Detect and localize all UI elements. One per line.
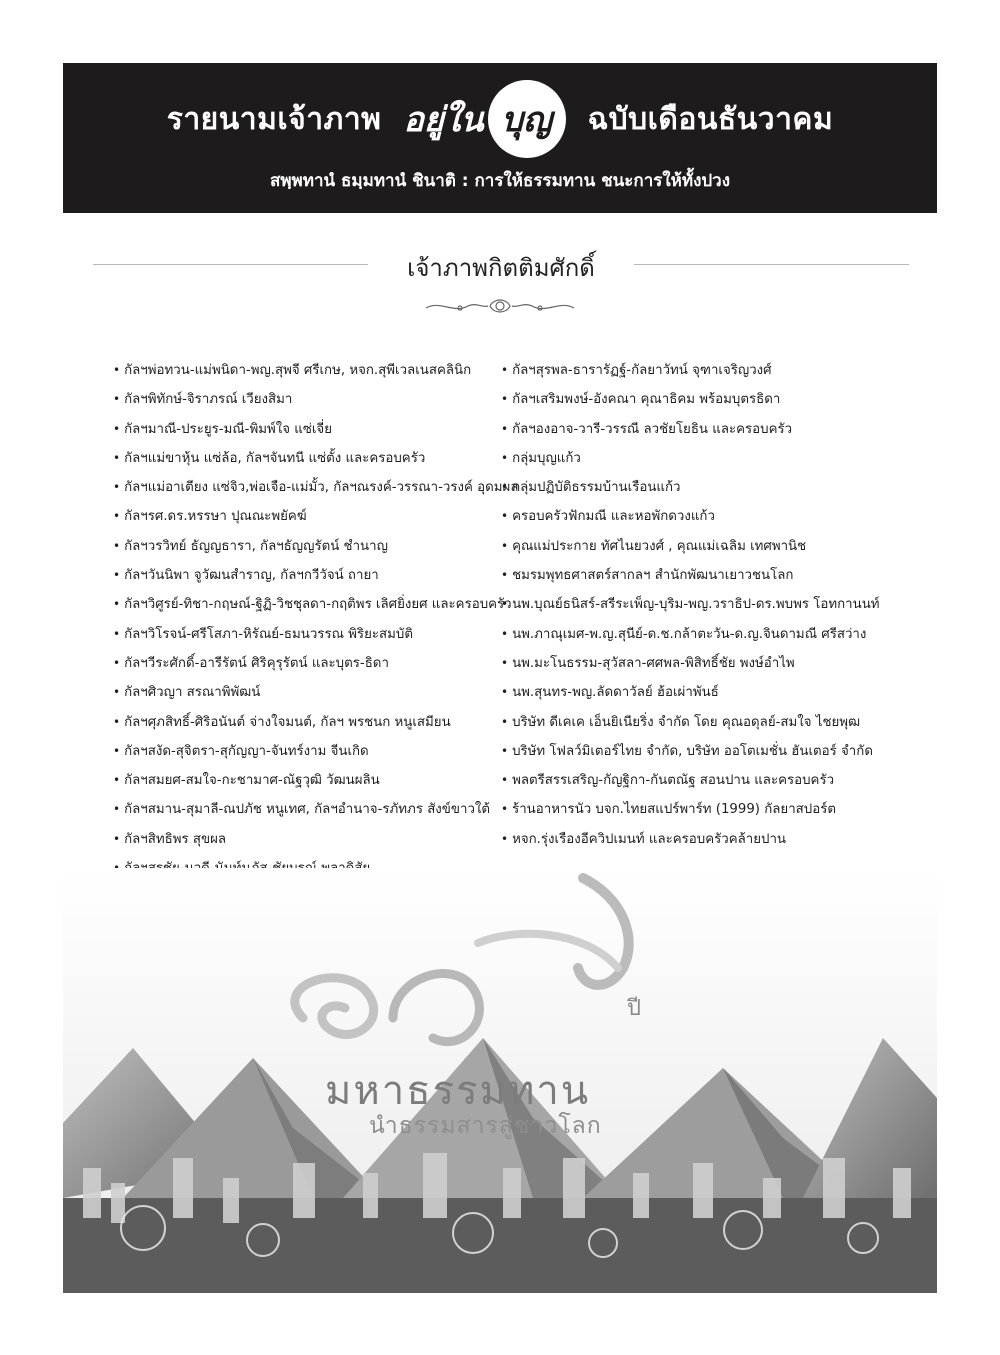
donor-item: • กัลฯศุภสิทธิ์-ศิริอนันต์ จ่างใจมนต์, กัลฯ พรชนก หนูเสมียน <box>113 708 503 737</box>
donor-item: • ร้านอาหารนัว บจก.ไทยสแปร์พาร์ท (1999) กัลยาสปอร์ต <box>501 795 891 824</box>
donor-item: • กัลฯพ่อทวน-แม่พนิดา-พญ.สุพจี ศรีเกษ, หจก.สุพีเวลเนสคลินิก <box>113 356 503 385</box>
donor-item: • กัลฯแม่ขาหุ้น แซ่ล้อ, กัลฯจันทนี แซ่ตั้ง และครอบครัว <box>113 444 503 473</box>
logo-text: อยู่ใน <box>403 100 484 140</box>
section-heading: เจ้าภาพกิตติมศักดิ์ <box>407 254 595 282</box>
brand-year-mark: ปี <box>627 996 641 1021</box>
donor-list-right <box>501 356 891 854</box>
donor-item: • กัลฯสุรพล-ธารารัฏฐ์-กัลยาวัทน์ จุฑาเจริญวงศ์ <box>501 356 891 385</box>
ornament-icon <box>420 296 580 318</box>
donor-item: • กัลฯวิโรจน์-ศรีโสภา-หิรัณย์-ธมนวรรณ พิริยะสมบัติ <box>113 620 503 649</box>
donor-item: • กัลฯรศ.ดร.หรรษา ปุณณะพยัคฆ์ <box>113 502 503 531</box>
donor-item: • กัลฯวรวิทย์ ธัญญธารา, กัลฯธัญญรัตน์ ชำนาญ <box>113 532 503 561</box>
subtitle: สพฺพทานํ ธมฺมทานํ ชินาติ : การให้ธรรมทาน ชนะการให้ทั้งปวง <box>269 171 731 191</box>
donor-item: • กัลฯสงัด-สุจิตรา-สุกัญญา-จันทร์งาม จีนเกิด <box>113 737 503 766</box>
donor-item: • นพ.มะโนธรรม-สุวัสลา-ศศพล-พิสิทธิ์ชัย พงษ์อำไพ <box>501 649 891 678</box>
section-heading-block <box>93 248 909 282</box>
donor-item: • กัลฯพิทักษ์-จิราภรณ์ เวียงสิมา <box>113 385 503 414</box>
donor-item: • กัลฯวันนิพา จูวัฒนสำราญ, กัลฯกวีวัจน์ ถายา <box>113 561 503 590</box>
donor-item: • บริษัท ดีเคเค เอ็นยิเนียริ่ง จำกัด โดย คุณอดุลย์-สมใจ ไชยพุฒ <box>501 708 891 737</box>
donor-item: • กลุ่มปฏิบัติธรรมบ้านเรือนแก้ว <box>501 473 891 502</box>
donor-item: • กัลฯวิศูรย์-ทิชา-กฤษณ์-ฐิฏิ-วิชชุลดา-กฤติพร เลิศยิ่งยศ และครอบครัว <box>113 590 503 619</box>
donor-list-left <box>113 356 519 883</box>
donor-item: • คุณแม่ประกาย ทัศไนยวงศ์ , คุณแม่เฉลิม เทศพานิช <box>501 532 891 561</box>
donor-item: • กัลฯมาณี-ประยูร-มณี-พิมพ์ใจ แซ่เจี่ย <box>113 415 503 444</box>
donor-item: • หจก.รุ่งเรืองอีควิปเมนท์ และครอบครัวคล้ายปาน <box>501 825 891 854</box>
donor-item: • บริษัท โฟลว์มิเตอร์ไทย จำกัด, บริษัท ออโตเมชั่น ฮันเตอร์ จำกัด <box>501 737 891 766</box>
donor-item: • กัลฯสิทธิพร สุขผล <box>113 825 503 854</box>
donor-item: • ชมรมพุทธศาสตร์สากลฯ สำนักพัฒนาเยาวชนโลก <box>501 561 891 590</box>
donor-item: • กัลฯเสริมพงษ์-อังคณา คุณาธิคม พร้อมบุตรธิดา <box>501 385 891 414</box>
donor-item: • นพ.บุณย์ธนิสร์-สรีระเพ็ญ-บุริม-พญ.วราธิป-ดร.พบพร โอทกานนท์ <box>501 590 891 619</box>
title-right: ฉบับเดือนธันวาคม <box>587 101 834 137</box>
donor-item: • นพ.สุนทร-พญ.ลัดดาวัลย์ ฮ้อเผ่าพันธ์ <box>501 678 891 707</box>
donor-item: • พลตรีสรรเสริญ-กัญฐิกา-กันตณัฐ สอนปาน และครอบครัว <box>501 766 891 795</box>
title-left: รายนามเจ้าภาพ <box>166 101 382 137</box>
brand-tagline: นำธรรมสารสู่ชาวโลก <box>369 1113 602 1139</box>
donor-item: • กัลฯแม่อาเตียง แซ่จิว,พ่อเจือ-แม่มั้ว, กัลฯณรงค์-วรรณา-วรงค์ อุดมผล <box>113 473 503 502</box>
magazine-logo <box>403 80 565 158</box>
bottom-artwork <box>63 868 937 1293</box>
title-row <box>63 79 937 159</box>
donor-item: • กัลฯวีระศักดิ์-อารีรัตน์ ศิริคุรุรัตน์ และบุตร-ธิดา <box>113 649 503 678</box>
donor-item: • กัลฯองอาจ-วารี-วรรณี ลวชัยโยธิน และครอบครัว <box>501 415 891 444</box>
donor-item: • กลุ่มบุญแก้ว <box>501 444 891 473</box>
header-banner <box>63 63 937 213</box>
brand-name: มหาธรรมทาน <box>325 1068 591 1114</box>
donor-item: • กัลฯสมาน-สุมาลี-ณปภัช หนูเทศ, กัลฯอำนาจ-รภัทภร สังข์ขาวใต้ <box>113 795 503 824</box>
donor-item: • นพ.ภาณุเมศ-พ.ญ.สุนีย์-ด.ช.กล้าตะวัน-ด.ญ.จินดามณี ศรีสว่าง <box>501 620 891 649</box>
donor-item: • กัลฯสมยศ-สมใจ-กะชามาศ-ณัฐวุฒิ วัฒนผลิน <box>113 766 503 795</box>
donor-item: • ครอบครัวฟักมณี และหอพักดวงแก้ว <box>501 502 891 531</box>
donor-item: • กัลฯศิวญา สรณาพิพัฒน์ <box>113 678 503 707</box>
logo-circle: บุญ <box>488 80 566 158</box>
